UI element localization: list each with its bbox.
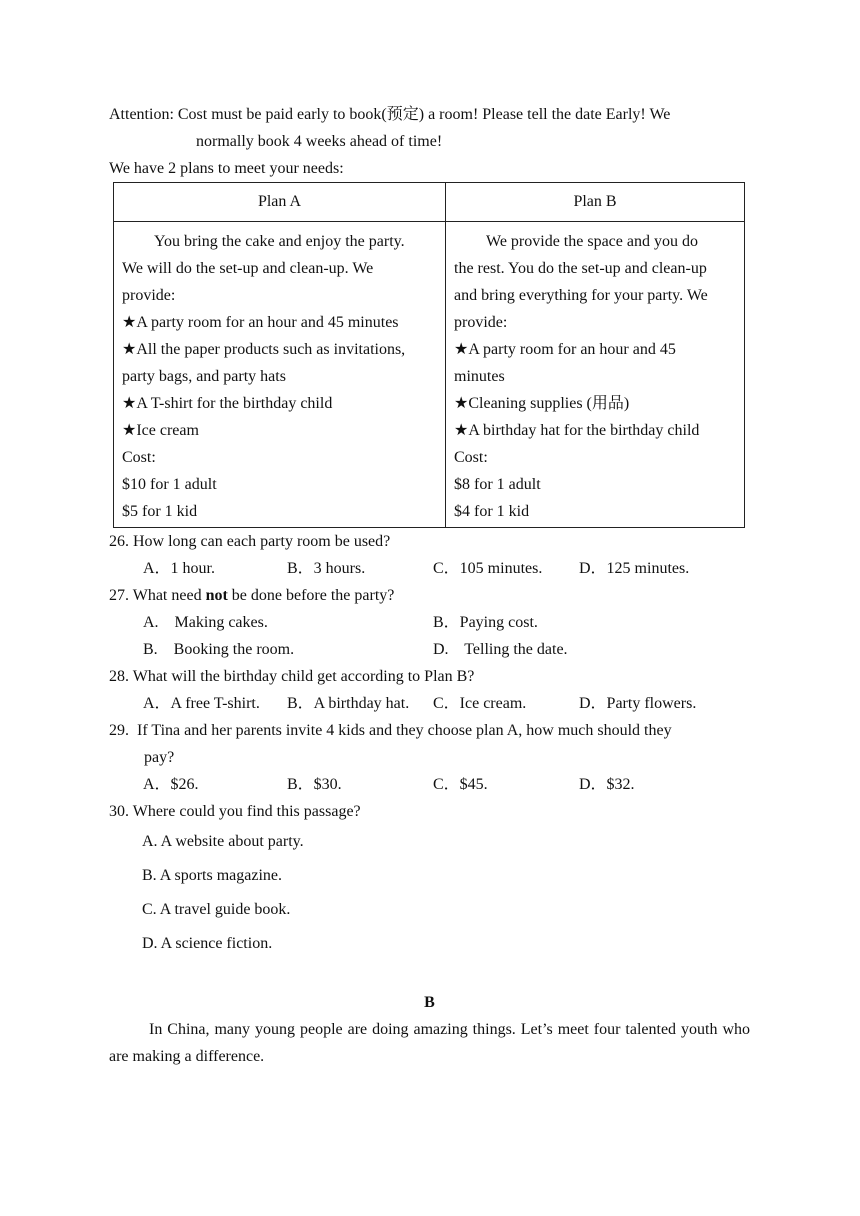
q28-option-b[interactable]: B．A birthday hat. — [287, 695, 410, 712]
plan-b-header: Plan B — [446, 183, 745, 222]
q30-option-a[interactable]: A. A website about party. — [142, 833, 304, 850]
plan-b-item-3: ★A birthday hat for the birthday child — [454, 422, 700, 439]
q27-option-c[interactable]: B. Booking the room. — [143, 641, 295, 658]
section-b-title: B — [424, 994, 435, 1011]
plan-b-intro-2: the rest. You do the set-up and clean-up — [454, 260, 707, 277]
question-29-options — [109, 771, 750, 798]
question-29-line-2: pay? — [144, 749, 175, 766]
question-29-line-1: 29. If Tina and her parents invite 4 kids and they choose plan A, how much should they — [109, 722, 672, 739]
plan-b-item-1b: minutes — [454, 368, 505, 385]
q27-option-a[interactable]: A. Making cakes. — [143, 614, 268, 631]
question-27-options-row2 — [109, 636, 750, 663]
plan-a-cost-adult: $10 for 1 adult — [122, 476, 217, 493]
q28-option-c[interactable]: C．Ice cream. — [433, 695, 527, 712]
plan-a-item-1: ★A party room for an hour and 45 minutes — [122, 314, 399, 331]
plan-a-item-2b: party bags, and party hats — [122, 368, 286, 385]
q26-option-d[interactable]: D．125 minutes. — [579, 560, 690, 577]
plan-b-item-1a: ★A party room for an hour and 45 — [454, 341, 676, 358]
section-b-paragraph: In China, many young people are doing amazing things. Let’s meet four talented youth who are making a difference. — [109, 1021, 750, 1065]
q27-option-d[interactable]: D. Telling the date. — [433, 641, 568, 658]
plan-a-header: Plan A — [114, 183, 446, 222]
plan-a-intro-3: provide: — [122, 287, 176, 304]
worksheet-page — [109, 101, 750, 1070]
q29-option-c[interactable]: C．$45. — [433, 776, 488, 793]
plans-intro: We have 2 plans to meet your needs: — [109, 160, 344, 177]
plan-a-cost-kid: $5 for 1 kid — [122, 503, 198, 520]
plan-a-body — [114, 222, 446, 528]
q29-option-b[interactable]: B．$30. — [287, 776, 342, 793]
q29-option-a[interactable]: A．$26. — [143, 776, 199, 793]
q28-option-d[interactable]: D．Party flowers. — [579, 695, 697, 712]
plans-table — [113, 182, 745, 528]
q26-option-a[interactable]: A．1 hour. — [143, 560, 216, 577]
attention-line-2: normally book 4 weeks ahead of time! — [196, 133, 443, 150]
q26-option-b[interactable]: B．3 hours. — [287, 560, 366, 577]
attention-line-1: Attention: Cost must be paid early to book(预定) a room! Please tell the date Early! We — [109, 106, 671, 123]
plan-a-item-2a: ★All the paper products such as invitations, — [122, 341, 406, 358]
plan-b-intro-4: provide: — [454, 314, 508, 331]
plan-a-item-3: ★A T-shirt for the birthday child — [122, 395, 333, 412]
question-26-options — [109, 555, 750, 582]
q26-option-c[interactable]: C．105 minutes. — [433, 560, 543, 577]
question-27: 27. What need not be done before the party? — [109, 587, 395, 604]
q30-option-b[interactable]: B. A sports magazine. — [142, 867, 282, 884]
plan-a-item-4: ★Ice cream — [122, 422, 199, 439]
q30-option-d[interactable]: D. A science fiction. — [142, 935, 273, 952]
plan-b-body — [446, 222, 745, 528]
q27-option-b[interactable]: B．Paying cost. — [433, 614, 538, 631]
plan-b-cost-adult: $8 for 1 adult — [454, 476, 541, 493]
q29-option-d[interactable]: D．$32. — [579, 776, 635, 793]
plan-b-item-2: ★Cleaning supplies (用品) — [454, 395, 630, 412]
plan-a-intro-1: You bring the cake and enjoy the party. — [154, 233, 405, 250]
question-26: 26. How long can each party room be used? — [109, 533, 391, 550]
question-30: 30. Where could you find this passage? — [109, 803, 361, 820]
question-28: 28. What will the birthday child get according to Plan B? — [109, 668, 475, 685]
plan-a-cost-label: Cost: — [122, 449, 156, 466]
plan-a-intro-2: We will do the set-up and clean-up. We — [122, 260, 374, 277]
plan-b-intro-1: We provide the space and you do — [486, 233, 698, 250]
q30-option-c[interactable]: C. A travel guide book. — [142, 901, 291, 918]
plan-b-cost-label: Cost: — [454, 449, 488, 466]
question-27-emphasis: not — [205, 587, 228, 604]
question-28-options — [109, 690, 750, 717]
question-27-options-row1 — [109, 609, 750, 636]
q28-option-a[interactable]: A．A free T-shirt. — [143, 695, 260, 712]
plan-b-cost-kid: $4 for 1 kid — [454, 503, 530, 520]
plan-b-intro-3: and bring everything for your party. We — [454, 287, 708, 304]
